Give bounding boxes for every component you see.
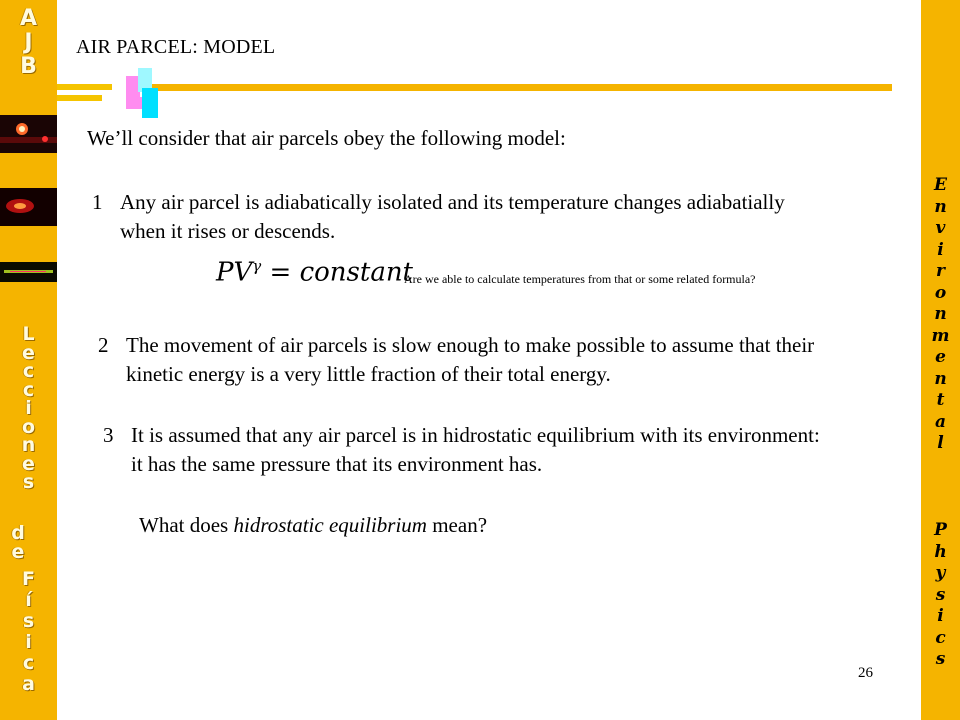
sidebar-letter: í (25, 589, 32, 611)
sidebar-letter: c (22, 652, 35, 674)
sidebar-letter: l (937, 433, 944, 453)
sidebar-letter: a (934, 411, 946, 432)
decorative-cyan-block (142, 88, 158, 118)
sidebar-letter: m (931, 325, 950, 346)
sidebar-letter: s (935, 584, 946, 605)
sidebar-letter: o (934, 282, 947, 303)
sidebar-letter: s (22, 610, 35, 632)
sidebar-letter: n (934, 368, 947, 389)
sidebar-letter: n (21, 434, 36, 456)
sidebar-letter: d (11, 522, 25, 544)
sidebar-letter: e (22, 452, 35, 475)
sidebar-letter: s (935, 649, 946, 669)
sidebar-letter: F (22, 568, 35, 590)
sidebar-letter: A (19, 6, 38, 31)
sidebar-thumbnail-image (0, 115, 57, 153)
sidebar-letter: P (934, 520, 947, 540)
sidebar-letter: e (11, 540, 25, 563)
sidebar-word-physics (921, 520, 960, 671)
adiabatic-formula: $PV^\gamma$ = constant (216, 257, 414, 288)
sidebar-letter: n (934, 304, 947, 324)
sidebar-letter: e (22, 341, 35, 364)
sidebar-letter: s (22, 471, 35, 493)
sidebar-letter: c (22, 360, 35, 382)
page-number: 26 (858, 665, 873, 681)
sidebar-thumbnail-image (0, 188, 57, 226)
sidebar-letter: i (25, 631, 32, 653)
sidebar-letter: c (935, 627, 946, 648)
sidebar-letter: E (934, 175, 947, 195)
item-text: The movement of air parcels is slow enough to make possible to assume that their kinetic energy is a very little fraction of their total energy. (126, 333, 815, 386)
sidebar-letter: c (22, 378, 35, 401)
sidebar-letter: r (936, 261, 945, 281)
item-text: Any air parcel is adiabatically isolated and its temperature changes adiabatially when it rises or descends. (120, 190, 785, 243)
sidebar-letter: t (936, 390, 945, 410)
item-number: 2 (98, 333, 109, 357)
sidebar-word-de (0, 524, 36, 561)
slide-title: AIR PARCEL: MODEL (76, 36, 276, 58)
intro-text: We’ll consider that air parcels obey the following model: (87, 126, 566, 150)
item-number: 1 (92, 190, 103, 214)
sidebar-word-lecciones (0, 325, 57, 492)
sidebar-word-fisica (0, 570, 57, 696)
question-note: Are we able to calculate temperatures from that or some related formula? (404, 272, 756, 286)
sidebar-letter: y (935, 563, 946, 583)
sidebar-letter: B (20, 54, 37, 79)
decorative-line (57, 84, 112, 90)
sidebar-letter: n (934, 196, 947, 217)
sidebar-letter: a (22, 673, 35, 695)
item-number: 3 (103, 423, 114, 447)
sidebar-word-environmental (921, 175, 960, 455)
sidebar-letter: L (22, 323, 35, 345)
sidebar-logo-ajb (0, 8, 57, 80)
sidebar-letter: h (934, 541, 947, 562)
question-hydrostatic: What does hidrostatic equilibrium mean? (139, 513, 488, 537)
sidebar-letter: J (24, 30, 33, 55)
title-underline (150, 84, 892, 91)
sidebar-letter: i (937, 606, 944, 626)
item-text: It is assumed that any air parcel is in hidrostatic equilibrium with its environment: it has the same pressure that its environment has. (131, 423, 820, 476)
sidebar-thumbnail-image (0, 262, 57, 282)
decorative-line (57, 95, 102, 101)
sidebar-letter: o (21, 415, 36, 438)
sidebar-letter: i (25, 397, 32, 419)
sidebar-letter: e (935, 347, 946, 367)
sidebar-letter: i (937, 239, 944, 260)
sidebar-letter: v (935, 218, 946, 238)
